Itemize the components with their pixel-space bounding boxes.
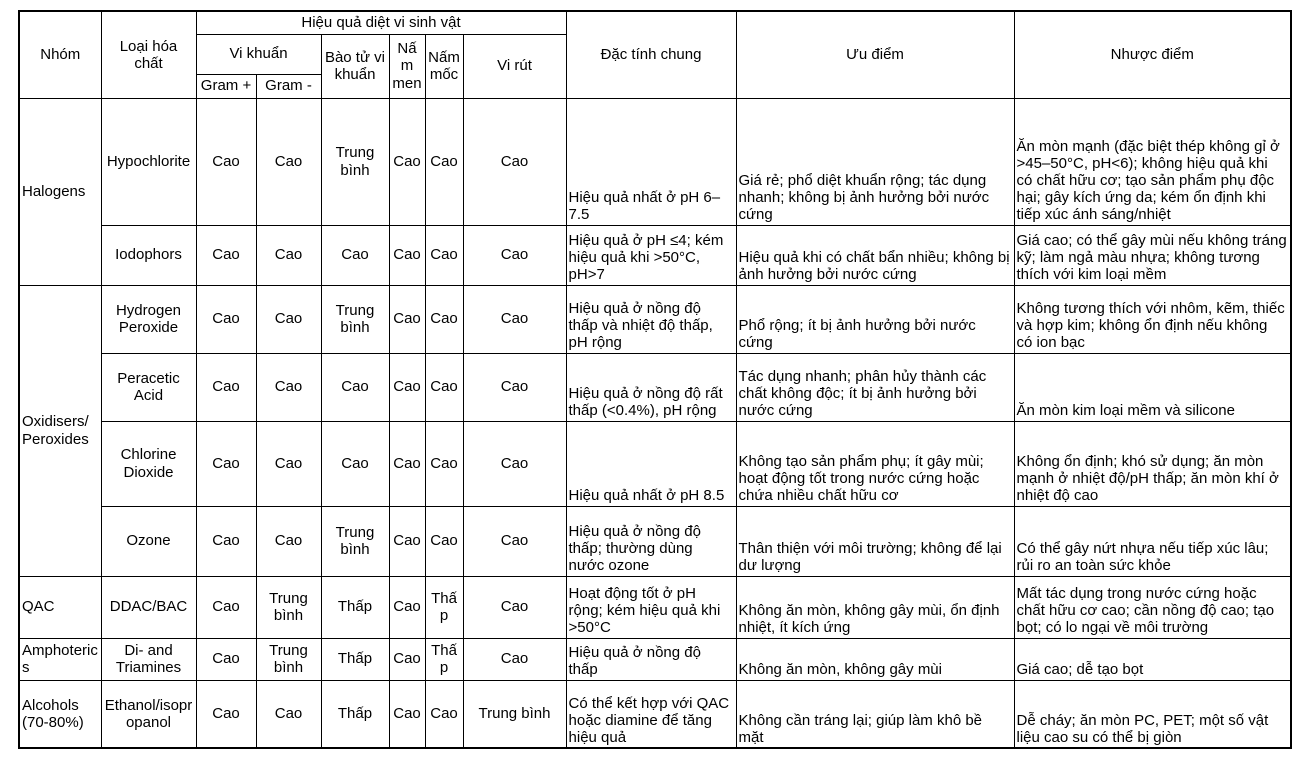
disadvantages-cell: Giá cao; dễ tạo bọt bbox=[1014, 638, 1291, 680]
gram-negative-cell: Cao bbox=[256, 506, 321, 576]
spores-cell: Cao bbox=[321, 421, 389, 506]
header-mold: Nấm mốc bbox=[425, 34, 463, 98]
characteristics-cell: Hoạt động tốt ở pH rộng; kém hiệu quả khi >50°C bbox=[566, 576, 736, 638]
disadvantages-cell: Ăn mòn kim loại mềm và silicone bbox=[1014, 353, 1291, 421]
mold-cell: Cao bbox=[425, 506, 463, 576]
table-row bbox=[19, 638, 1291, 680]
characteristics-cell: Có thể kết hợp với QAC hoặc diamine để tăng hiệu quả bbox=[566, 680, 736, 748]
spores-cell: Trung bình bbox=[321, 506, 389, 576]
header-efficacy: Hiệu quả diệt vi sinh vật bbox=[196, 11, 566, 34]
characteristics-cell: Hiệu quả ở nồng độ thấp và nhiệt độ thấp, pH rộng bbox=[566, 285, 736, 353]
table-row bbox=[19, 421, 1291, 506]
header-virus: Vi rút bbox=[463, 34, 566, 98]
mold-cell: Cao bbox=[425, 353, 463, 421]
gram-negative-cell: Trung bình bbox=[256, 576, 321, 638]
gram-negative-cell: Cao bbox=[256, 285, 321, 353]
spores-cell: Thấp bbox=[321, 638, 389, 680]
advantages-cell: Giá rẻ; phổ diệt khuẩn rộng; tác dụng nhanh; không bị ảnh hưởng bởi nước cứng bbox=[736, 98, 1014, 225]
chemical-name-cell: Peracetic Acid bbox=[101, 353, 196, 421]
spores-cell: Trung bình bbox=[321, 98, 389, 225]
yeast-cell: Cao bbox=[389, 225, 425, 285]
mold-cell: Thấp bbox=[425, 638, 463, 680]
mold-cell: Cao bbox=[425, 285, 463, 353]
disadvantages-cell: Ăn mòn mạnh (đặc biệt thép không gỉ ở >45–50°C, pH<6); không hiệu quả khi có chất hữu cơ; tạo sản phẩm phụ độc hại; gây kích ứng da; kém ổn định khi tiếp xúc ánh sáng/nhiệt bbox=[1014, 98, 1291, 225]
header-bacteria: Vi khuẩn bbox=[196, 34, 321, 74]
virus-cell: Cao bbox=[463, 98, 566, 225]
virus-cell: Cao bbox=[463, 576, 566, 638]
header-chemical-type: Loại hóa chất bbox=[101, 11, 196, 98]
gram-positive-cell: Cao bbox=[196, 225, 256, 285]
header-spores: Bào tử vi khuẩn bbox=[321, 34, 389, 98]
yeast-cell: Cao bbox=[389, 285, 425, 353]
advantages-cell: Tác dụng nhanh; phân hủy thành các chất không độc; ít bị ảnh hưởng bởi nước cứng bbox=[736, 353, 1014, 421]
gram-positive-cell: Cao bbox=[196, 506, 256, 576]
advantages-cell: Không ăn mòn, không gây mùi bbox=[736, 638, 1014, 680]
table-row bbox=[19, 506, 1291, 576]
gram-positive-cell: Cao bbox=[196, 576, 256, 638]
gram-positive-cell: Cao bbox=[196, 421, 256, 506]
yeast-cell: Cao bbox=[389, 421, 425, 506]
gram-positive-cell: Cao bbox=[196, 285, 256, 353]
virus-cell: Trung bình bbox=[463, 680, 566, 748]
header-row-1 bbox=[19, 11, 1291, 34]
gram-negative-cell: Cao bbox=[256, 353, 321, 421]
disadvantages-cell: Có thể gây nứt nhựa nếu tiếp xúc lâu; rủi ro an toàn sức khỏe bbox=[1014, 506, 1291, 576]
gram-negative-cell: Cao bbox=[256, 421, 321, 506]
gram-positive-cell: Cao bbox=[196, 353, 256, 421]
table-row bbox=[19, 225, 1291, 285]
advantages-cell: Không ăn mòn, không gây mùi, ổn định nhiệt, ít kích ứng bbox=[736, 576, 1014, 638]
gram-negative-cell: Cao bbox=[256, 98, 321, 225]
disadvantages-cell: Mất tác dụng trong nước cứng hoặc chất hữu cơ cao; cần nồng độ cao; tạo bọt; có lo ngại về môi trường bbox=[1014, 576, 1291, 638]
characteristics-cell: Hiệu quả ở nồng độ thấp; thường dùng nước ozone bbox=[566, 506, 736, 576]
spores-cell: Trung bình bbox=[321, 285, 389, 353]
virus-cell: Cao bbox=[463, 225, 566, 285]
yeast-cell: Cao bbox=[389, 680, 425, 748]
header-characteristics: Đặc tính chung bbox=[566, 11, 736, 98]
table-header bbox=[19, 11, 1291, 98]
gram-negative-cell: Cao bbox=[256, 225, 321, 285]
chemical-name-cell: DDAC/BAC bbox=[101, 576, 196, 638]
chemical-name-cell: Hydrogen Peroxide bbox=[101, 285, 196, 353]
advantages-cell: Không cần tráng lại; giúp làm khô bề mặt bbox=[736, 680, 1014, 748]
gram-negative-cell: Trung bình bbox=[256, 638, 321, 680]
disadvantages-cell: Không tương thích với nhôm, kẽm, thiếc và hợp kim; không ổn định nếu không có ion bạc bbox=[1014, 285, 1291, 353]
advantages-cell: Thân thiện với môi trường; không để lại dư lượng bbox=[736, 506, 1014, 576]
spores-cell: Cao bbox=[321, 225, 389, 285]
group-name-cell: Alcohols (70-80%) bbox=[19, 680, 101, 748]
group-name-cell: Oxidisers/Peroxides bbox=[19, 285, 101, 576]
group-name-cell: Halogens bbox=[19, 98, 101, 285]
disinfectant-efficacy-table bbox=[18, 10, 1292, 749]
virus-cell: Cao bbox=[463, 353, 566, 421]
chemical-name-cell: Chlorine Dioxide bbox=[101, 421, 196, 506]
characteristics-cell: Hiệu quả nhất ở pH 6–7.5 bbox=[566, 98, 736, 225]
advantages-cell: Phổ rộng; ít bị ảnh hưởng bởi nước cứng bbox=[736, 285, 1014, 353]
mold-cell: Cao bbox=[425, 98, 463, 225]
virus-cell: Cao bbox=[463, 285, 566, 353]
header-gram-negative: Gram - bbox=[256, 74, 321, 98]
chemical-name-cell: Hypochlorite bbox=[101, 98, 196, 225]
gram-positive-cell: Cao bbox=[196, 680, 256, 748]
header-group: Nhóm bbox=[19, 11, 101, 98]
group-name-cell: Amphoterics bbox=[19, 638, 101, 680]
header-gram-positive: Gram + bbox=[196, 74, 256, 98]
table-row bbox=[19, 285, 1291, 353]
table-row bbox=[19, 576, 1291, 638]
table-row bbox=[19, 680, 1291, 748]
yeast-cell: Cao bbox=[389, 353, 425, 421]
yeast-cell: Cao bbox=[389, 638, 425, 680]
spores-cell: Thấp bbox=[321, 576, 389, 638]
mold-cell: Thấp bbox=[425, 576, 463, 638]
header-yeast: Nấm men bbox=[389, 34, 425, 98]
virus-cell: Cao bbox=[463, 421, 566, 506]
disadvantages-cell: Giá cao; có thể gây mùi nếu không tráng kỹ; làm ngả màu nhựa; không tương thích với kim loại mềm bbox=[1014, 225, 1291, 285]
disadvantages-cell: Không ổn định; khó sử dụng; ăn mòn mạnh ở nhiệt độ/pH thấp; ăn mòn khí ở nhiệt độ cao bbox=[1014, 421, 1291, 506]
header-disadvantages: Nhược điểm bbox=[1014, 11, 1291, 98]
mold-cell: Cao bbox=[425, 421, 463, 506]
characteristics-cell: Hiệu quả ở pH ≤4; kém hiệu quả khi >50°C, pH>7 bbox=[566, 225, 736, 285]
virus-cell: Cao bbox=[463, 506, 566, 576]
yeast-cell: Cao bbox=[389, 98, 425, 225]
group-name-cell: QAC bbox=[19, 576, 101, 638]
mold-cell: Cao bbox=[425, 680, 463, 748]
characteristics-cell: Hiệu quả ở nồng độ rất thấp (<0.4%), pH rộng bbox=[566, 353, 736, 421]
gram-positive-cell: Cao bbox=[196, 638, 256, 680]
yeast-cell: Cao bbox=[389, 506, 425, 576]
chemical-name-cell: Ethanol/isopropanol bbox=[101, 680, 196, 748]
table-row bbox=[19, 353, 1291, 421]
mold-cell: Cao bbox=[425, 225, 463, 285]
chemical-name-cell: Ozone bbox=[101, 506, 196, 576]
gram-positive-cell: Cao bbox=[196, 98, 256, 225]
advantages-cell: Không tạo sản phẩm phụ; ít gây mùi; hoạt động tốt trong nước cứng hoặc chứa nhiều chất hữu cơ bbox=[736, 421, 1014, 506]
disadvantages-cell: Dễ cháy; ăn mòn PC, PET; một số vật liệu cao su có thể bị giòn bbox=[1014, 680, 1291, 748]
virus-cell: Cao bbox=[463, 638, 566, 680]
spores-cell: Cao bbox=[321, 353, 389, 421]
gram-negative-cell: Cao bbox=[256, 680, 321, 748]
table-row bbox=[19, 98, 1291, 225]
table-body bbox=[19, 98, 1291, 748]
header-advantages: Ưu điểm bbox=[736, 11, 1014, 98]
chemical-name-cell: Iodophors bbox=[101, 225, 196, 285]
spores-cell: Thấp bbox=[321, 680, 389, 748]
chemical-name-cell: Di- and Triamines bbox=[101, 638, 196, 680]
characteristics-cell: Hiệu quả nhất ở pH 8.5 bbox=[566, 421, 736, 506]
advantages-cell: Hiệu quả khi có chất bẩn nhiều; không bị ảnh hưởng bởi nước cứng bbox=[736, 225, 1014, 285]
yeast-cell: Cao bbox=[389, 576, 425, 638]
characteristics-cell: Hiệu quả ở nồng độ thấp bbox=[566, 638, 736, 680]
